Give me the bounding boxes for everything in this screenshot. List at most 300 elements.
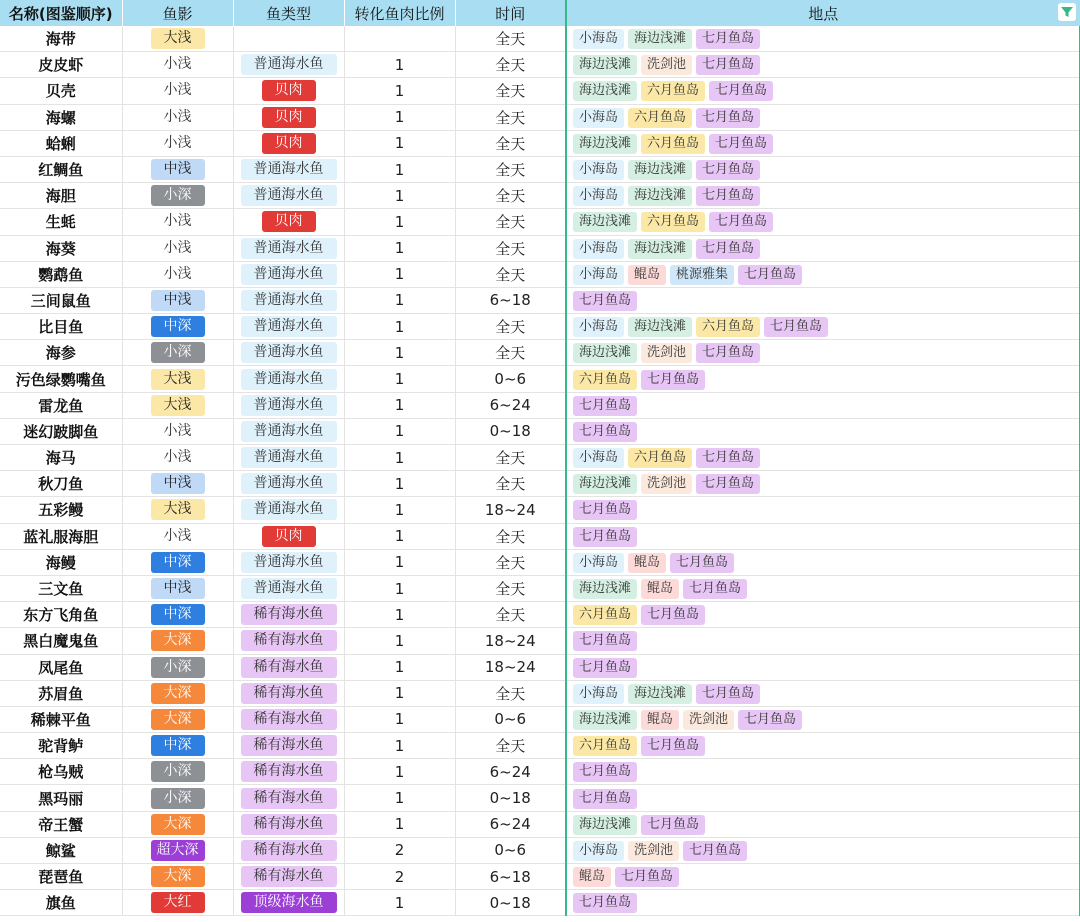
cell-name[interactable]: 海胆 <box>0 183 122 209</box>
cell-shadow[interactable] <box>122 392 233 418</box>
cell-name[interactable]: 生蚝 <box>0 209 122 235</box>
cell-name[interactable]: 五彩鳗 <box>0 497 122 523</box>
cell-ratio[interactable]: 1 <box>344 523 455 549</box>
cell-ratio[interactable]: 1 <box>344 575 455 601</box>
cell-ratio[interactable]: 1 <box>344 706 455 732</box>
cell-shadow[interactable] <box>122 890 233 916</box>
location-tag: 小海岛 <box>573 841 624 861</box>
shadow-chip: 大深 <box>151 814 205 835</box>
cell-shadow[interactable] <box>122 445 233 471</box>
cell-shadow[interactable] <box>122 575 233 601</box>
cell-type[interactable] <box>233 445 344 471</box>
cell-name[interactable]: 琵琶鱼 <box>0 864 122 890</box>
cell-ratio[interactable]: 1 <box>344 287 455 313</box>
cell-time[interactable]: 6~24 <box>455 392 566 418</box>
shadow-chip: 中深 <box>151 316 205 337</box>
cell-location[interactable] <box>566 733 1080 759</box>
location-tag: 小海岛 <box>573 108 624 128</box>
location-tag: 鲲岛 <box>573 867 611 887</box>
type-chip: 稀有海水鱼 <box>241 630 337 651</box>
cell-name[interactable]: 雷龙鱼 <box>0 392 122 418</box>
shadow-chip: 大深 <box>151 683 205 704</box>
location-tag: 海边浅滩 <box>628 29 692 49</box>
shadow-chip: 中深 <box>151 735 205 756</box>
shadow-chip: 中浅 <box>151 473 205 494</box>
location-tag: 七月鱼岛 <box>573 422 637 442</box>
cell-location[interactable] <box>566 235 1080 261</box>
type-chip: 普通海水鱼 <box>241 159 337 180</box>
cell-ratio[interactable]: 1 <box>344 78 455 104</box>
cell-name[interactable]: 蛤蜊 <box>0 130 122 156</box>
cell-location[interactable] <box>566 340 1080 366</box>
cell-type[interactable] <box>233 392 344 418</box>
cell-time[interactable]: 6~18 <box>455 864 566 890</box>
cell-shadow[interactable] <box>122 733 233 759</box>
location-tag: 海边浅滩 <box>628 684 692 704</box>
cell-type[interactable] <box>233 759 344 785</box>
cell-location[interactable] <box>566 418 1080 444</box>
location-tag: 七月鱼岛 <box>696 160 760 180</box>
cell-location[interactable] <box>566 837 1080 863</box>
table-row <box>0 78 1080 104</box>
cell-type[interactable] <box>233 575 344 601</box>
header-ratio[interactable]: 转化鱼肉比例 <box>344 0 455 26</box>
cell-time[interactable]: 0~18 <box>455 890 566 916</box>
location-tag: 七月鱼岛 <box>641 815 705 835</box>
shadow-chip: 小浅 <box>151 211 205 232</box>
type-chip: 普通海水鱼 <box>241 369 337 390</box>
cell-shadow[interactable] <box>122 628 233 654</box>
cell-shadow[interactable] <box>122 314 233 340</box>
cell-shadow[interactable] <box>122 26 233 52</box>
cell-location[interactable] <box>566 628 1080 654</box>
cell-location[interactable] <box>566 26 1080 52</box>
cell-ratio[interactable]: 1 <box>344 654 455 680</box>
cell-location[interactable] <box>566 759 1080 785</box>
cell-ratio[interactable]: 1 <box>344 680 455 706</box>
cell-shadow[interactable] <box>122 471 233 497</box>
cell-type[interactable] <box>233 628 344 654</box>
cell-name[interactable]: 秋刀鱼 <box>0 471 122 497</box>
cell-type[interactable] <box>233 523 344 549</box>
cell-type[interactable] <box>233 471 344 497</box>
table-row <box>0 130 1080 156</box>
type-chip: 普通海水鱼 <box>241 473 337 494</box>
location-tag: 海边浅滩 <box>628 186 692 206</box>
shadow-chip: 大深 <box>151 709 205 730</box>
cell-ratio[interactable] <box>344 26 455 52</box>
type-chip: 普通海水鱼 <box>241 447 337 468</box>
location-tag: 六月鱼岛 <box>641 81 705 101</box>
cell-name[interactable]: 黑白魔鬼鱼 <box>0 628 122 654</box>
location-tag: 七月鱼岛 <box>696 108 760 128</box>
cell-time[interactable]: 全天 <box>455 733 566 759</box>
cell-shadow[interactable] <box>122 78 233 104</box>
cell-name[interactable]: 海鳗 <box>0 549 122 575</box>
cell-shadow[interactable] <box>122 287 233 313</box>
cell-type[interactable] <box>233 52 344 78</box>
location-tag: 七月鱼岛 <box>696 474 760 494</box>
cell-location[interactable] <box>566 130 1080 156</box>
cell-shadow[interactable] <box>122 261 233 287</box>
cell-location[interactable] <box>566 445 1080 471</box>
cell-name[interactable]: 海带 <box>0 26 122 52</box>
cell-ratio[interactable]: 1 <box>344 602 455 628</box>
cell-name[interactable]: 黑玛丽 <box>0 785 122 811</box>
cell-shadow[interactable] <box>122 340 233 366</box>
cell-location[interactable] <box>566 575 1080 601</box>
shadow-chip: 小浅 <box>151 54 205 75</box>
cell-type[interactable] <box>233 549 344 575</box>
cell-name[interactable]: 迷幻跛脚鱼 <box>0 418 122 444</box>
location-tag: 六月鱼岛 <box>573 736 637 756</box>
cell-location[interactable] <box>566 602 1080 628</box>
cell-ratio[interactable]: 1 <box>344 785 455 811</box>
cell-location[interactable] <box>566 523 1080 549</box>
location-tag: 小海岛 <box>573 160 624 180</box>
cell-time[interactable]: 0~6 <box>455 837 566 863</box>
cell-time[interactable]: 全天 <box>455 549 566 575</box>
type-chip: 贝肉 <box>262 107 316 128</box>
cell-name[interactable]: 海马 <box>0 445 122 471</box>
table-row <box>0 864 1080 890</box>
table-row <box>0 52 1080 78</box>
location-tag: 七月鱼岛 <box>738 265 802 285</box>
location-tag: 七月鱼岛 <box>641 736 705 756</box>
type-chip: 普通海水鱼 <box>241 342 337 363</box>
cell-name[interactable]: 苏眉鱼 <box>0 680 122 706</box>
cell-name[interactable]: 东方飞角鱼 <box>0 602 122 628</box>
table-row <box>0 340 1080 366</box>
cell-type[interactable] <box>233 261 344 287</box>
cell-location[interactable] <box>566 314 1080 340</box>
cell-type[interactable] <box>233 235 344 261</box>
cell-time[interactable]: 全天 <box>455 26 566 52</box>
type-chip: 普通海水鱼 <box>241 395 337 416</box>
type-chip: 普通海水鱼 <box>241 316 337 337</box>
cell-name[interactable]: 旗鱼 <box>0 890 122 916</box>
header-location[interactable] <box>566 0 1080 26</box>
location-tag: 七月鱼岛 <box>573 396 637 416</box>
location-tag: 七月鱼岛 <box>696 684 760 704</box>
filter-button[interactable] <box>1058 3 1076 21</box>
cell-ratio[interactable]: 1 <box>344 314 455 340</box>
location-tag: 海边浅滩 <box>573 81 637 101</box>
location-tag: 七月鱼岛 <box>573 762 637 782</box>
location-tag: 海边浅滩 <box>573 343 637 363</box>
cell-name[interactable]: 海葵 <box>0 235 122 261</box>
location-tag: 七月鱼岛 <box>696 343 760 363</box>
cell-time[interactable]: 全天 <box>455 235 566 261</box>
cell-time[interactable]: 全天 <box>455 183 566 209</box>
type-chip: 稀有海水鱼 <box>241 709 337 730</box>
cell-ratio[interactable]: 1 <box>344 366 455 392</box>
cell-name[interactable]: 蓝礼服海胆 <box>0 523 122 549</box>
cell-time[interactable]: 6~24 <box>455 759 566 785</box>
type-chip: 普通海水鱼 <box>241 238 337 259</box>
cell-shadow[interactable] <box>122 104 233 130</box>
header-type[interactable]: 鱼类型 <box>233 0 344 26</box>
shadow-chip: 小深 <box>151 342 205 363</box>
location-tag: 海边浅滩 <box>573 134 637 154</box>
cell-location[interactable] <box>566 366 1080 392</box>
cell-type[interactable] <box>233 811 344 837</box>
cell-time[interactable]: 6~24 <box>455 811 566 837</box>
cell-time[interactable]: 0~18 <box>455 785 566 811</box>
cell-shadow[interactable] <box>122 759 233 785</box>
cell-ratio[interactable]: 1 <box>344 392 455 418</box>
cell-type[interactable] <box>233 156 344 182</box>
table-row <box>0 261 1080 287</box>
table-row <box>0 418 1080 444</box>
shadow-chip: 小浅 <box>151 264 205 285</box>
cell-time[interactable]: 全天 <box>455 130 566 156</box>
cell-location[interactable] <box>566 78 1080 104</box>
table-body <box>0 26 1080 916</box>
cell-location[interactable] <box>566 497 1080 523</box>
header-name[interactable]: 名称(图鉴顺序) <box>0 0 122 26</box>
location-tag: 七月鱼岛 <box>683 579 747 599</box>
cell-type[interactable] <box>233 837 344 863</box>
location-tag: 海边浅滩 <box>628 317 692 337</box>
cell-time[interactable]: 0~6 <box>455 366 566 392</box>
type-chip: 普通海水鱼 <box>241 290 337 311</box>
cell-time[interactable]: 全天 <box>455 602 566 628</box>
cell-location[interactable] <box>566 785 1080 811</box>
cell-ratio[interactable]: 1 <box>344 549 455 575</box>
cell-ratio[interactable]: 1 <box>344 811 455 837</box>
cell-shadow[interactable] <box>122 706 233 732</box>
cell-location[interactable] <box>566 706 1080 732</box>
cell-time[interactable]: 0~18 <box>455 418 566 444</box>
shadow-chip: 中深 <box>151 552 205 573</box>
location-tag: 小海岛 <box>573 553 624 573</box>
cell-type[interactable] <box>233 340 344 366</box>
location-tag: 海边浅滩 <box>573 212 637 232</box>
cell-type[interactable] <box>233 130 344 156</box>
cell-shadow[interactable] <box>122 523 233 549</box>
location-tag: 七月鱼岛 <box>764 317 828 337</box>
table-row <box>0 628 1080 654</box>
cell-type[interactable] <box>233 654 344 680</box>
location-tag: 桃源雅集 <box>670 265 734 285</box>
cell-name[interactable]: 稀棘平鱼 <box>0 706 122 732</box>
cell-type[interactable] <box>233 418 344 444</box>
cell-type[interactable] <box>233 497 344 523</box>
cell-ratio[interactable]: 1 <box>344 183 455 209</box>
cell-ratio[interactable]: 1 <box>344 340 455 366</box>
cell-name[interactable]: 海参 <box>0 340 122 366</box>
cell-name[interactable]: 鲸鲨 <box>0 837 122 863</box>
cell-location[interactable] <box>566 183 1080 209</box>
cell-time[interactable]: 全天 <box>455 471 566 497</box>
header-shadow[interactable]: 鱼影 <box>122 0 233 26</box>
cell-name[interactable]: 凤尾鱼 <box>0 654 122 680</box>
location-tag: 海边浅滩 <box>573 474 637 494</box>
cell-name[interactable]: 贝壳 <box>0 78 122 104</box>
table-row <box>0 733 1080 759</box>
cell-time[interactable]: 0~6 <box>455 706 566 732</box>
cell-shadow[interactable] <box>122 497 233 523</box>
cell-ratio[interactable]: 1 <box>344 890 455 916</box>
cell-type[interactable] <box>233 104 344 130</box>
cell-time[interactable]: 全天 <box>455 52 566 78</box>
cell-type[interactable] <box>233 209 344 235</box>
cell-type[interactable] <box>233 287 344 313</box>
cell-type[interactable] <box>233 890 344 916</box>
cell-shadow[interactable] <box>122 366 233 392</box>
cell-name[interactable]: 海螺 <box>0 104 122 130</box>
shadow-chip: 大深 <box>151 630 205 651</box>
header-time[interactable]: 时间 <box>455 0 566 26</box>
cell-type[interactable] <box>233 680 344 706</box>
cell-time[interactable]: 全天 <box>455 340 566 366</box>
cell-location[interactable] <box>566 811 1080 837</box>
cell-time[interactable]: 全天 <box>455 445 566 471</box>
cell-shadow[interactable] <box>122 654 233 680</box>
cell-type[interactable] <box>233 785 344 811</box>
location-tag: 七月鱼岛 <box>709 212 773 232</box>
table-row <box>0 366 1080 392</box>
cell-ratio[interactable]: 1 <box>344 104 455 130</box>
cell-ratio[interactable]: 1 <box>344 418 455 444</box>
cell-type[interactable] <box>233 183 344 209</box>
cell-location[interactable] <box>566 261 1080 287</box>
table-row <box>0 183 1080 209</box>
shadow-chip: 小深 <box>151 657 205 678</box>
cell-time[interactable]: 全天 <box>455 680 566 706</box>
cell-ratio[interactable]: 1 <box>344 445 455 471</box>
cell-shadow[interactable] <box>122 156 233 182</box>
cell-shadow[interactable] <box>122 130 233 156</box>
cell-shadow[interactable] <box>122 235 233 261</box>
cell-ratio[interactable]: 1 <box>344 261 455 287</box>
cell-type[interactable] <box>233 314 344 340</box>
cell-type[interactable] <box>233 366 344 392</box>
cell-type[interactable] <box>233 26 344 52</box>
cell-location[interactable] <box>566 156 1080 182</box>
cell-shadow[interactable] <box>122 209 233 235</box>
cell-name[interactable]: 三文鱼 <box>0 575 122 601</box>
cell-time[interactable]: 全天 <box>455 209 566 235</box>
cell-type[interactable] <box>233 706 344 732</box>
cell-type[interactable] <box>233 733 344 759</box>
cell-time[interactable]: 全天 <box>455 261 566 287</box>
cell-name[interactable]: 皮皮虾 <box>0 52 122 78</box>
type-chip: 贝肉 <box>262 526 316 547</box>
location-tag: 鲲岛 <box>628 553 666 573</box>
cell-location[interactable] <box>566 52 1080 78</box>
cell-time[interactable]: 18~24 <box>455 497 566 523</box>
cell-name[interactable]: 帝王蟹 <box>0 811 122 837</box>
type-chip: 普通海水鱼 <box>241 552 337 573</box>
cell-location[interactable] <box>566 680 1080 706</box>
cell-time[interactable]: 全天 <box>455 575 566 601</box>
cell-ratio[interactable]: 1 <box>344 759 455 785</box>
cell-location[interactable] <box>566 104 1080 130</box>
location-tag: 洗剑池 <box>641 55 692 75</box>
cell-shadow[interactable] <box>122 785 233 811</box>
cell-ratio[interactable]: 1 <box>344 497 455 523</box>
cell-time[interactable]: 全天 <box>455 523 566 549</box>
cell-location[interactable] <box>566 864 1080 890</box>
location-tag: 七月鱼岛 <box>709 134 773 154</box>
cell-name[interactable]: 污色绿鹦嘴鱼 <box>0 366 122 392</box>
cell-name[interactable]: 鹦鹉鱼 <box>0 261 122 287</box>
cell-type[interactable] <box>233 864 344 890</box>
cell-ratio[interactable]: 1 <box>344 628 455 654</box>
cell-location[interactable] <box>566 209 1080 235</box>
location-tag: 七月鱼岛 <box>573 631 637 651</box>
cell-ratio[interactable]: 1 <box>344 209 455 235</box>
cell-location[interactable] <box>566 549 1080 575</box>
cell-ratio[interactable]: 1 <box>344 52 455 78</box>
cell-location[interactable] <box>566 392 1080 418</box>
cell-time[interactable]: 全天 <box>455 156 566 182</box>
cell-shadow[interactable] <box>122 811 233 837</box>
location-tag: 小海岛 <box>573 239 624 259</box>
type-chip: 普通海水鱼 <box>241 54 337 75</box>
cell-name[interactable]: 比目鱼 <box>0 314 122 340</box>
cell-ratio[interactable]: 1 <box>344 235 455 261</box>
cell-location[interactable] <box>566 287 1080 313</box>
cell-location[interactable] <box>566 890 1080 916</box>
location-tag: 小海岛 <box>573 29 624 49</box>
cell-ratio[interactable]: 1 <box>344 471 455 497</box>
cell-shadow[interactable] <box>122 602 233 628</box>
location-tag: 六月鱼岛 <box>641 212 705 232</box>
cell-ratio[interactable]: 2 <box>344 864 455 890</box>
cell-time[interactable]: 全天 <box>455 104 566 130</box>
type-chip: 稀有海水鱼 <box>241 788 337 809</box>
type-chip: 普通海水鱼 <box>241 499 337 520</box>
cell-shadow[interactable] <box>122 183 233 209</box>
cell-shadow[interactable] <box>122 418 233 444</box>
cell-shadow[interactable] <box>122 680 233 706</box>
cell-ratio[interactable]: 1 <box>344 733 455 759</box>
cell-name[interactable]: 枪乌贼 <box>0 759 122 785</box>
cell-name[interactable]: 红鲷鱼 <box>0 156 122 182</box>
cell-location[interactable] <box>566 471 1080 497</box>
cell-time[interactable]: 全天 <box>455 314 566 340</box>
cell-name[interactable]: 驼背鲈 <box>0 733 122 759</box>
cell-type[interactable] <box>233 602 344 628</box>
cell-shadow[interactable] <box>122 52 233 78</box>
header-location-label: 地点 <box>808 4 839 23</box>
cell-ratio[interactable]: 1 <box>344 130 455 156</box>
cell-time[interactable]: 18~24 <box>455 628 566 654</box>
location-tag: 小海岛 <box>573 448 624 468</box>
table-row <box>0 759 1080 785</box>
table-row <box>0 523 1080 549</box>
cell-name[interactable]: 三间鼠鱼 <box>0 287 122 313</box>
shadow-chip: 小浅 <box>151 238 205 259</box>
shadow-chip: 小浅 <box>151 80 205 101</box>
cell-time[interactable]: 18~24 <box>455 654 566 680</box>
location-tag: 海边浅滩 <box>573 815 637 835</box>
table-row <box>0 156 1080 182</box>
cell-time[interactable]: 6~18 <box>455 287 566 313</box>
location-tag: 小海岛 <box>573 684 624 704</box>
cell-time[interactable]: 全天 <box>455 78 566 104</box>
cell-ratio[interactable]: 1 <box>344 156 455 182</box>
cell-shadow[interactable] <box>122 837 233 863</box>
cell-shadow[interactable] <box>122 549 233 575</box>
cell-ratio[interactable]: 2 <box>344 837 455 863</box>
cell-location[interactable] <box>566 654 1080 680</box>
cell-shadow[interactable] <box>122 864 233 890</box>
cell-type[interactable] <box>233 78 344 104</box>
